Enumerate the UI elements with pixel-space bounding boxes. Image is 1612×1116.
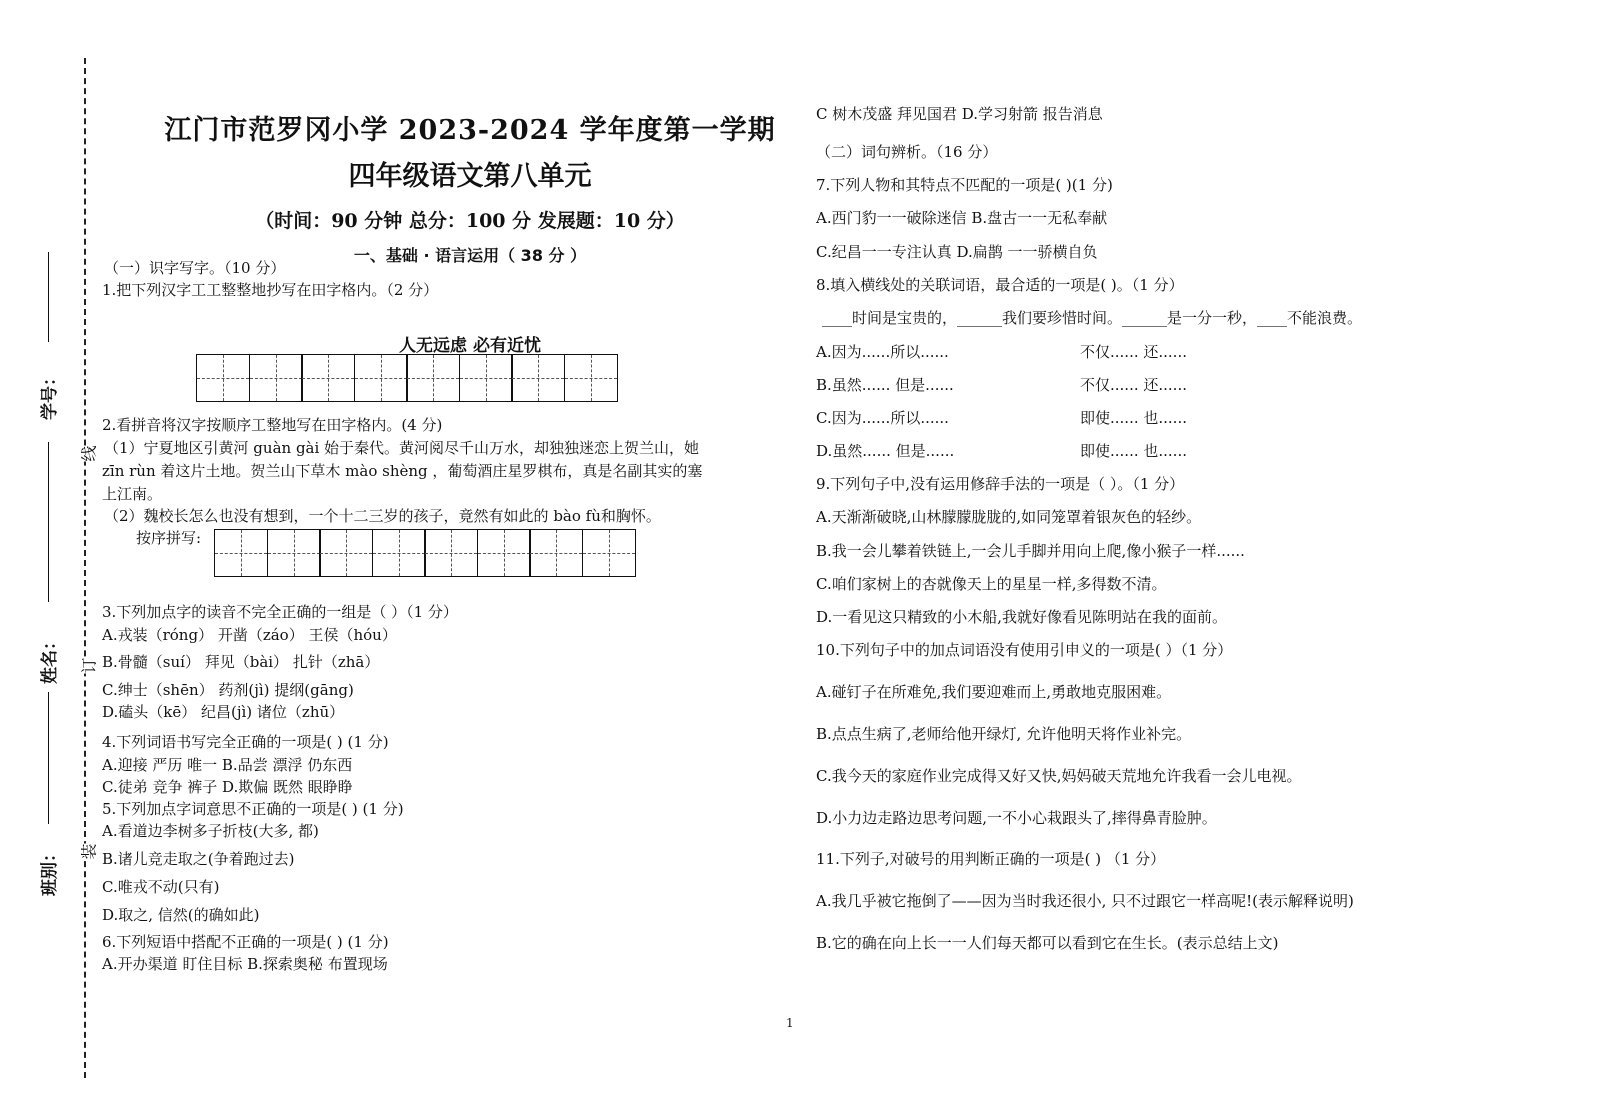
grid-cell[interactable] xyxy=(564,354,618,402)
question-3-option-d: D.磕头（kē） 纪昌(jì) 诸位（zhū） xyxy=(102,703,345,721)
question-5-option-d: D.取之, 信然(的确如此) xyxy=(102,906,260,924)
page-number: 1 xyxy=(786,1016,794,1030)
question-9: 9.下列句子中,没有运用修辞手法的一项是（ ）。（1 分） xyxy=(816,475,1185,493)
grid-cell[interactable] xyxy=(301,354,355,402)
question-8-option-b-alt: 不仅...... 还...... xyxy=(1080,376,1187,394)
question-2-1-line-a: （1）宁夏地区引黄河 guàn gài 始于秦代。黄河阅尽千山万水，却独独迷恋上贺兰山，她 xyxy=(104,439,700,457)
question-8-option-d-alt: 即使...... 也...... xyxy=(1080,442,1187,460)
part-2-heading: （二）词句辨析。（16 分） xyxy=(816,143,998,161)
grid-cell[interactable] xyxy=(459,354,513,402)
question-4-options-cd: C.徒弟 竞争 裤子 D.欺偏 既然 眼睁睁 xyxy=(102,778,353,796)
question-7-options-ab: A.西门豹一一破除迷信 B.盘古一一无私奉献 xyxy=(816,209,1108,227)
question-10-option-b: B.点点生病了,老师给他开绿灯, 允许他明天将作业补完。 xyxy=(816,725,1192,743)
grid-cell[interactable] xyxy=(477,529,531,577)
question-10-option-c: C.我今天的家庭作业完成得又好又快,妈妈破天荒地允许我看一会儿电视。 xyxy=(816,767,1302,785)
question-4: 4.下列词语书写完全正确的一项是( ) (1 分) xyxy=(102,733,389,751)
question-8-sentence: ____时间是宝贵的，______我们要珍惜时间。______是一分一秒，____不能浪费。 xyxy=(822,309,1363,327)
question-2: 2.看拼音将汉字按顺序工整地写在田字格内。(4 分) xyxy=(102,416,443,434)
question-11-option-a: A.我几乎被它拖倒了——因为当时我还很小, 只不过跟它一样高呢!(表示解释说明) xyxy=(816,892,1354,910)
grid-cell[interactable] xyxy=(267,529,321,577)
question-7: 7.下列人物和其特点不匹配的一项是( )(1 分) xyxy=(816,176,1113,194)
question-9-option-a: A.天渐渐破晓,山林朦朦胧胧的,如同笼罩着银灰色的轻纱。 xyxy=(816,508,1202,526)
grid-cell[interactable] xyxy=(214,529,268,577)
question-10: 10.下列句子中的加点词语没有使用引申义的一项是( ）（1 分） xyxy=(816,641,1233,659)
question-9-option-c: C.咱们家树上的杏就像天上的星星一样,多得数不清。 xyxy=(816,575,1167,593)
exam-subtitle: 四年级语文第八单元 xyxy=(348,161,592,192)
binding-dashed-line xyxy=(84,58,86,1078)
grid-cell[interactable] xyxy=(249,354,303,402)
question-3: 3.下列加点字的读音不完全正确的一组是（ ）（1 分） xyxy=(102,603,458,621)
question-2-2: （2）魏校长怎么也没有想到，一个十二三岁的孩子，竟然有如此的 bào fù和胸怀。 xyxy=(104,507,661,525)
student-id-label: 学号： xyxy=(40,369,60,420)
name-blank-line-top xyxy=(48,442,49,602)
exam-info: （时间：90 分钟 总分：100 分 发展题：10 分） xyxy=(255,210,685,232)
question-5-option-b: B.诸儿竞走取之(争着跑过去) xyxy=(102,850,295,868)
grid-cell[interactable] xyxy=(196,354,250,402)
question-3-option-c: C.绅士（shēn） 药剂(jì) 提纲(gāng) xyxy=(102,681,354,699)
grid-cell[interactable] xyxy=(372,529,426,577)
question-6-options-ab: A.开办渠道 盯住目标 B.探索奥秘 布置现场 xyxy=(102,955,388,973)
question-8-option-b: B.虽然...... 但是...... xyxy=(816,376,954,394)
exam-title: 江门市范罗冈小学 2023-2024 学年度第一学期 xyxy=(164,115,776,146)
question-8-option-c-alt: 即使...... 也...... xyxy=(1080,409,1187,427)
writing-grid-1[interactable] xyxy=(196,354,616,402)
question-6-options-cd: C 树木茂盛 拜见国君 D.学习射箭 报告消息 xyxy=(816,105,1103,123)
bind-char-zhuang: 装 xyxy=(75,843,102,859)
bind-char-xian: 线 xyxy=(75,445,102,461)
name-label: 姓名： xyxy=(40,633,60,684)
question-10-option-d: D.小力边走路边思考问题,一不小心栽跟头了,摔得鼻青脸肿。 xyxy=(816,809,1217,827)
question-2-1-line-c: 上江南。 xyxy=(102,485,163,503)
question-1: 1.把下列汉字工工整整地抄写在田字格内。（2 分） xyxy=(102,281,439,299)
proverb-text: 人无远虑 必有近忧 xyxy=(399,336,541,356)
grid-cell[interactable] xyxy=(354,354,408,402)
question-8-option-c: C.因为......所以...... xyxy=(816,409,949,427)
question-8: 8.填入横线处的关联词语，最合适的一项是( )。（1 分） xyxy=(816,276,1184,294)
grid-cell[interactable] xyxy=(582,529,636,577)
question-5: 5.下列加点字词意思不正确的一项是( ) (1 分) xyxy=(102,800,404,818)
question-2-1-line-b: zīn rùn 着这片土地。贺兰山下草木 mào shèng ，葡萄酒庄星罗棋布，真是名副其实的塞 xyxy=(102,462,703,480)
question-3-option-a: A.戎装（róng） 开凿（záo） 王侯（hóu） xyxy=(102,626,397,644)
section-1-title: 一、基础 · 语言运用（ 38 分 ） xyxy=(353,246,587,265)
student-id-blank-line xyxy=(48,252,49,342)
name-blank-line-bottom xyxy=(48,692,49,824)
grid-cell[interactable] xyxy=(406,354,460,402)
grid-cell[interactable] xyxy=(319,529,373,577)
question-10-option-a: A.碰钉子在所难免,我们要迎难而上,勇敢地克服困难。 xyxy=(816,683,1172,701)
question-8-option-d: D.虽然...... 但是...... xyxy=(816,442,955,460)
question-11: 11.下列子,对破号的用判断正确的一项是( ) （1 分） xyxy=(816,850,1166,868)
question-8-option-a-alt: 不仅...... 还...... xyxy=(1080,343,1187,361)
question-6: 6.下列短语中搭配不正确的一项是( ) (1 分) xyxy=(102,933,389,951)
question-9-option-b: B.我一会儿攀着铁链上,一会儿手脚并用向上爬,像小猴子一样...... xyxy=(816,542,1245,560)
grid-cell[interactable] xyxy=(529,529,583,577)
question-7-options-cd: C.纪昌一一专注认真 D.扁鹊 一一骄横自负 xyxy=(816,243,1098,261)
question-8-option-a: A.因为......所以...... xyxy=(816,343,949,361)
bind-char-ding: 订 xyxy=(75,657,102,673)
class-label: 班别： xyxy=(40,845,60,896)
question-3-option-b: B.骨髓（suí） 拜见（bài） 扎针（zhā） xyxy=(102,653,380,671)
grid-cell[interactable] xyxy=(424,529,478,577)
question-4-options-ab: A.迎接 严历 唯一 B.品尝 漂浮 仍东西 xyxy=(102,756,353,774)
writing-grid-2[interactable] xyxy=(214,529,634,577)
question-9-option-d: D.一看见这只精致的小木船,我就好像看见陈明站在我的面前。 xyxy=(816,608,1228,626)
grid-cell[interactable] xyxy=(511,354,565,402)
part-1-heading: （一）识字写字。（10 分） xyxy=(104,259,286,277)
question-5-option-c: C.唯戎不动(只有) xyxy=(102,878,220,896)
order-label: 按序拼写: xyxy=(136,529,202,547)
question-5-option-a: A.看道边李树多子折枝(大多, 都) xyxy=(102,822,319,840)
question-11-option-b: B.它的确在向上长一一人们每天都可以看到它在生长。(表示总结上文) xyxy=(816,934,1279,952)
